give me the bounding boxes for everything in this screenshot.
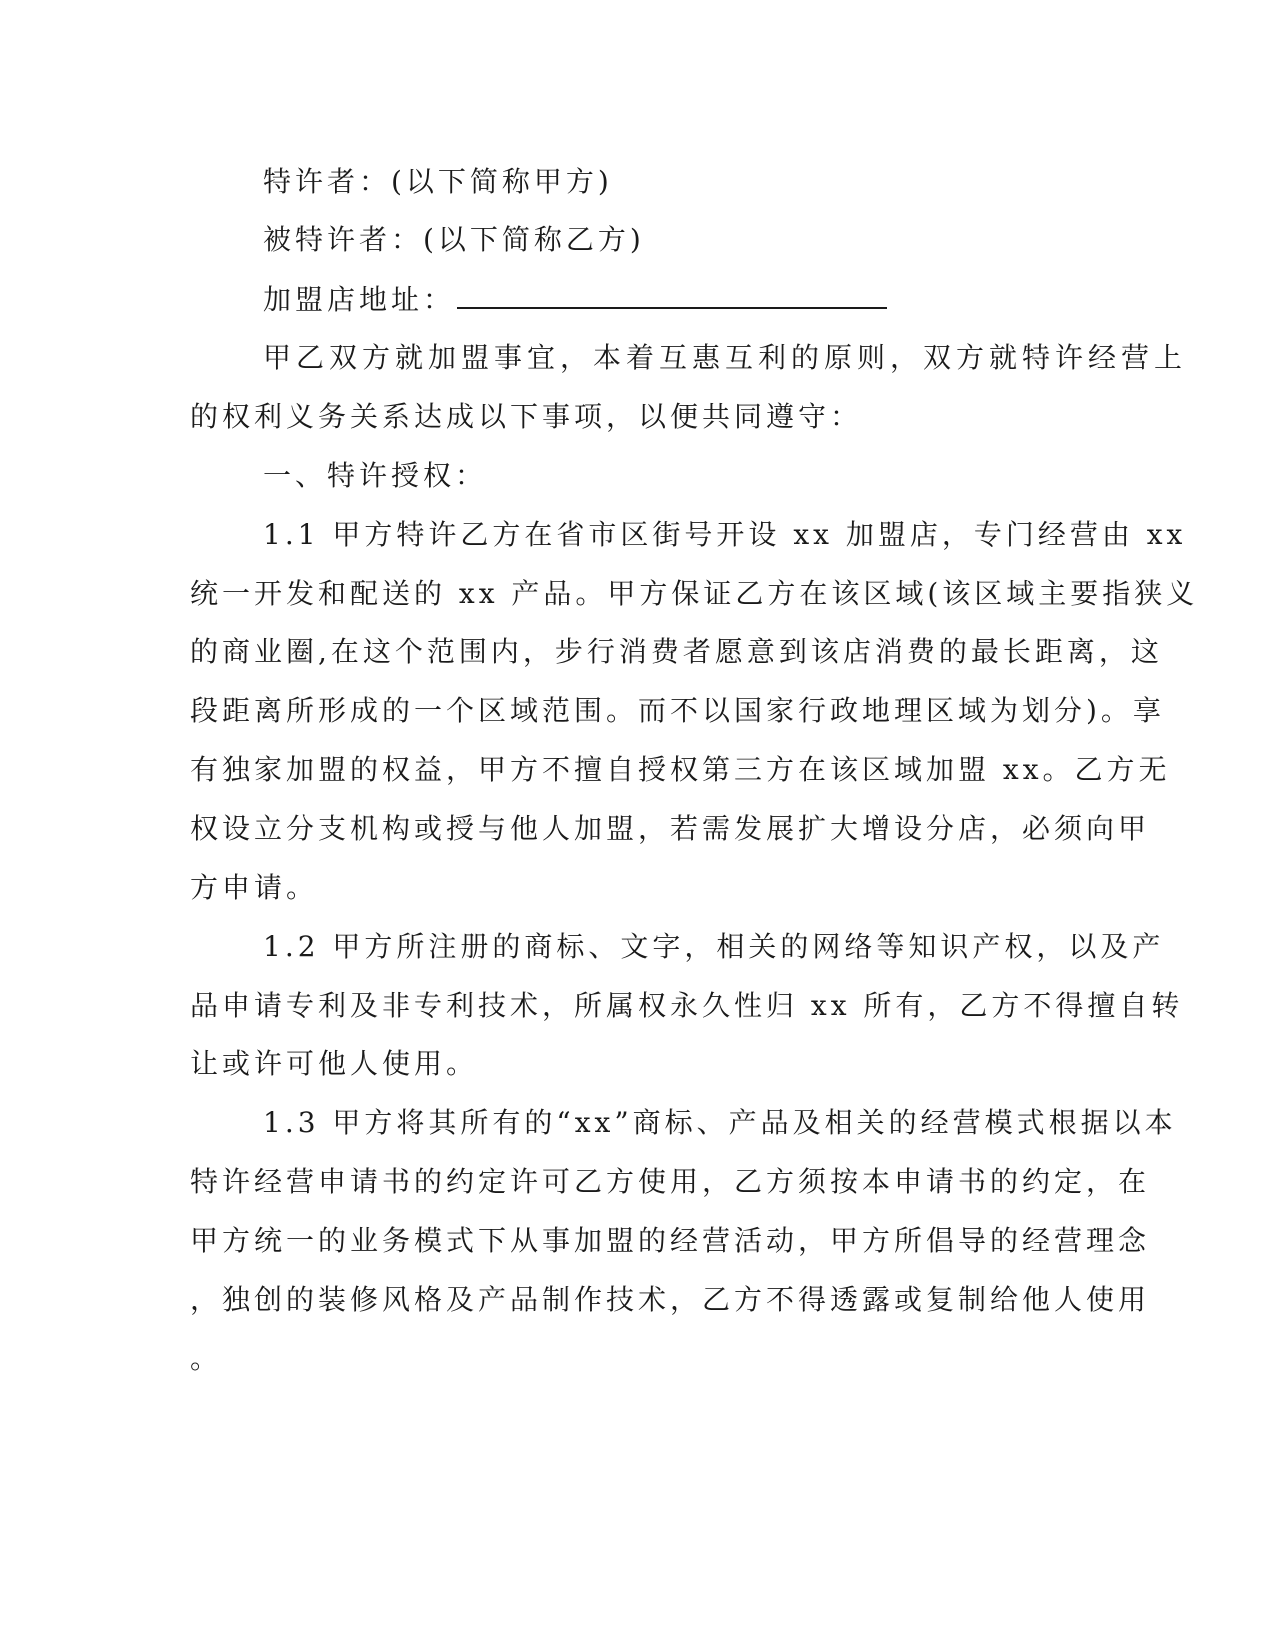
clause-line: 1.2 甲方所注册的商标、文字，相关的网络等知识产权，以及产 xyxy=(263,930,1165,963)
clause-line: 权设立分支机构或授与他人加盟，若需发展扩大增设分店，必须向甲 xyxy=(190,812,1151,845)
clause-line: 1.3 甲方将其所有的“xx”商标、产品及相关的经营模式根据以本 xyxy=(263,1106,1177,1139)
clause-line: ，独创的装修风格及产品制作技术，乙方不得透露或复制给他人使用 xyxy=(190,1283,1151,1316)
clause-line: 方申请。 xyxy=(190,871,319,904)
clause-line: 。 xyxy=(190,1342,223,1375)
store-address-line xyxy=(263,279,887,319)
clause-line: 有独家加盟的权益，甲方不擅自授权第三方在该区域加盟 xx。乙方无 xyxy=(190,753,1171,786)
store-address-blank xyxy=(457,279,887,309)
franchisor-line: 特许者：(以下简称甲方) xyxy=(263,165,613,198)
clause-line: 1.1 甲方特许乙方在省市区街号开设 xx 加盟店，专门经营由 xx xyxy=(263,518,1187,551)
franchisee-line: 被特许者：(以下简称乙方) xyxy=(263,223,645,256)
intro-line: 的权利义务关系达成以下事项，以便共同遵守： xyxy=(190,400,863,433)
clause-line: 的商业圈,在这个范围内，步行消费者愿意到该店消费的最长距离，这 xyxy=(190,635,1163,668)
section-heading: 一、特许授权： xyxy=(263,459,488,492)
clause-line: 段距离所形成的一个区域范围。而不以国家行政地理区域为划分)。享 xyxy=(190,694,1165,727)
clause-line: 统一开发和配送的 xx 产品。甲方保证乙方在该区域(该区域主要指狭义 xyxy=(190,577,1199,610)
clause-line: 让或许可他人使用。 xyxy=(190,1047,479,1080)
clause-line: 特许经营申请书的约定许可乙方使用，乙方须按本申请书的约定，在 xyxy=(190,1165,1151,1198)
clause-line: 品申请专利及非专利技术，所属权永久性归 xx 所有，乙方不得擅自转 xyxy=(190,989,1184,1022)
store-address-label: 加盟店地址： xyxy=(263,283,456,316)
intro-line: 甲乙双方就加盟事宜，本着互惠互利的原则，双方就特许经营上 xyxy=(263,341,1188,374)
clause-line: 甲方统一的业务模式下从事加盟的经营活动，甲方所倡导的经营理念 xyxy=(190,1224,1151,1257)
